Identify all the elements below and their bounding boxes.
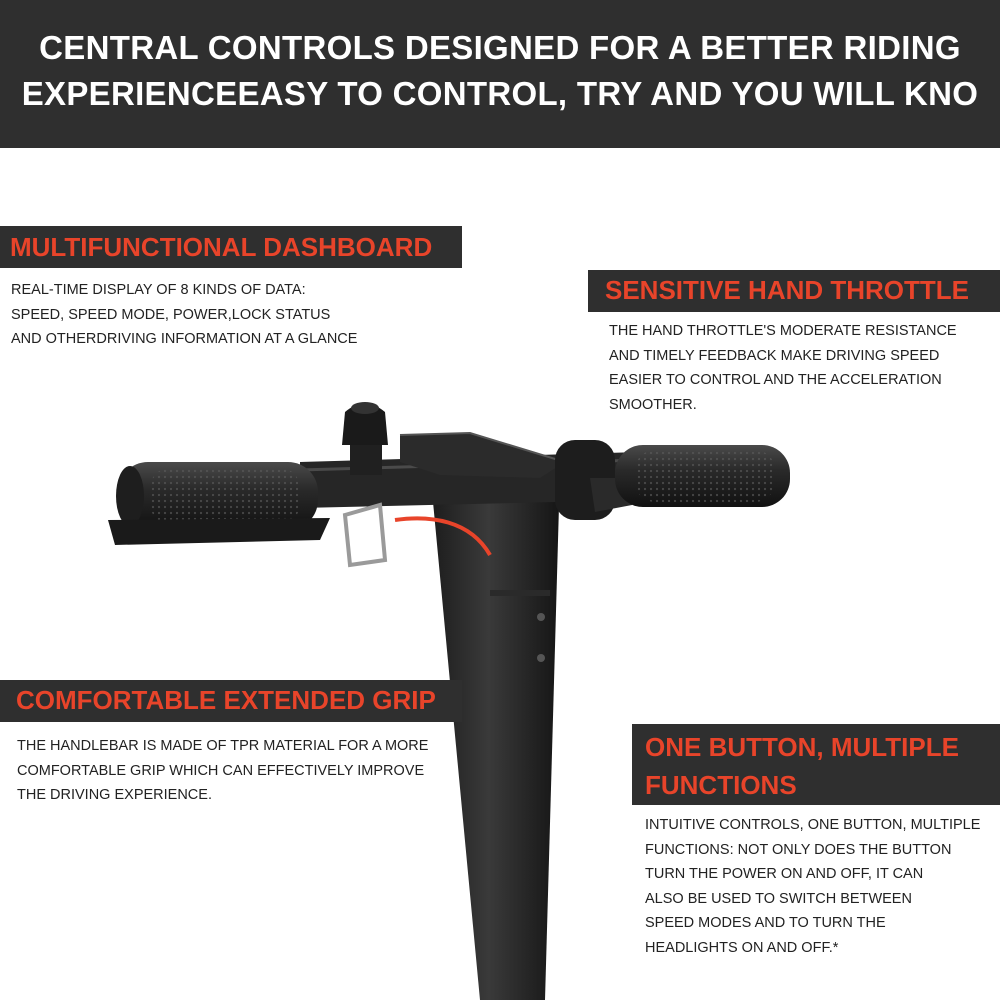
throttle-line: EASIER TO CONTROL AND THE ACCELERATION [609, 372, 942, 388]
button-line: TURN THE POWER ON AND OFF, IT CAN [645, 866, 924, 882]
button-line: INTUITIVE CONTROLS, ONE BUTTON, MULTIPLE [645, 817, 981, 833]
dashboard-title-box [0, 226, 462, 268]
button-line: ALSO BE USED TO SWITCH BETWEEN [645, 890, 912, 907]
throttle-title: SENSITIVE HAND THROTTLE [605, 275, 970, 305]
grip-title: COMFORTABLE EXTENDED GRIP [16, 685, 436, 715]
banner-headline-line-1: CENTRAL CONTROLS DESIGNED FOR A BETTER RIDING [39, 29, 961, 66]
dashboard-line: AND OTHERDRIVING INFORMATION AT A GLANCE [11, 331, 358, 347]
grip-line: COMFORTABLE GRIP WHICH CAN EFFECTIVELY IMPROVE [17, 762, 425, 779]
right-grip [615, 445, 790, 507]
throttle-line: SMOOTHER. [609, 396, 697, 413]
brake-lever [108, 518, 330, 545]
dashboard-title: MULTIFUNCTIONAL DASHBOARD [10, 232, 433, 262]
button-title-box [632, 724, 1000, 805]
button-line: FUNCTIONS: NOT ONLY DOES THE BUTTON [645, 841, 952, 858]
scooter-stem [430, 470, 560, 1000]
banner-headline-line-2: EXPERIENCEEASY TO CONTROL, TRY AND YOU WILL KNO [21, 75, 979, 112]
dashboard-line: SPEED, SPEED MODE, POWER,LOCK STATUS [11, 306, 331, 323]
button-title-line: FUNCTIONS [645, 770, 797, 800]
grip-line: THE DRIVING EXPERIENCE. [17, 787, 212, 803]
throttle-line: THE HAND THROTTLE'S MODERATE RESISTANCE [609, 323, 957, 339]
button-line: SPEED MODES AND TO TURN THE [645, 915, 886, 931]
dashboard-description [11, 278, 357, 352]
dashboard-line: REAL-TIME DISPLAY OF 8 KINDS OF DATA: [11, 282, 306, 298]
button-description [645, 813, 980, 960]
button-line: HEADLIGHTS ON AND OFF.* [645, 939, 839, 956]
throttle-description [609, 319, 957, 417]
throttle-line: AND TIMELY FEEDBACK MAKE DRIVING SPEED [609, 347, 940, 364]
button-title-line: ONE BUTTON, MULTIPLE [645, 732, 959, 762]
hook [345, 505, 385, 565]
grip-description [17, 734, 428, 808]
grip-line: THE HANDLEBAR IS MADE OF TPR MATERIAL FOR A MORE [17, 738, 429, 754]
throttle-title-box [588, 270, 1000, 312]
grip-title-box [0, 680, 462, 722]
